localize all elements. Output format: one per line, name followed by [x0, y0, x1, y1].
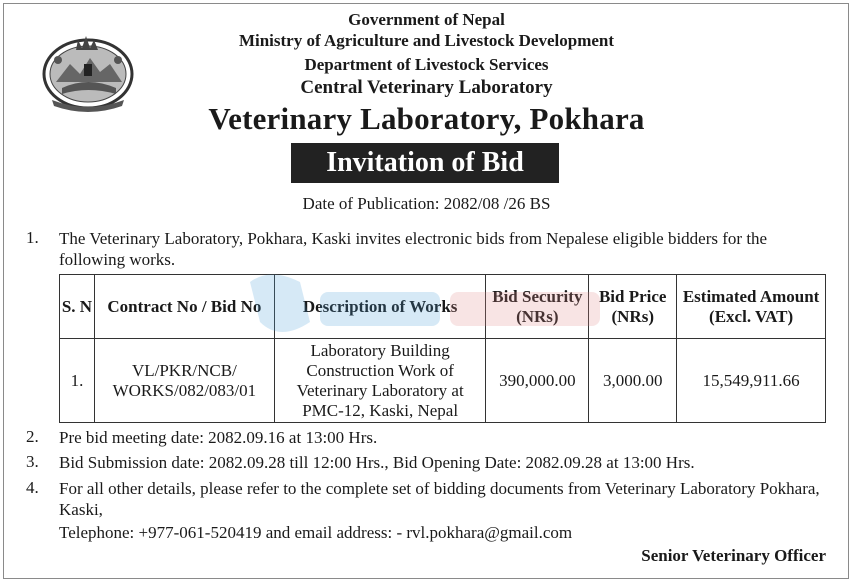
item-text: The Veterinary Laboratory, Pokhara, Kaski invites electronic bids from Nepalese eligible bidders for the following works.	[59, 229, 768, 269]
col-contract: Contract No / Bid No	[94, 275, 274, 339]
item-text: Bid Submission date: 2082.09.28 till 12:00 Hrs., Bid Opening Date: 2082.09.28 at 13:00 Hrs.	[59, 453, 695, 472]
header-ministry: Ministry of Agriculture and Livestock Development	[238, 31, 615, 50]
office-name: Veterinary Laboratory, Pokhara	[208, 101, 645, 136]
notice-title: Invitation of Bid	[291, 143, 559, 183]
item-number: 3.	[26, 452, 39, 471]
item-number: 4.	[26, 478, 39, 497]
col-bid-price: Bid Price (NRs)	[589, 275, 677, 339]
bid-table	[59, 274, 826, 423]
header-government: Government of Nepal	[348, 10, 505, 29]
col-description: Description of Works	[274, 275, 486, 339]
cell-description: Laboratory Building Construction Work of Veterinary Laboratory at PMC-12, Kaski, Nepal	[274, 339, 486, 423]
header-laboratory: Central Veterinary Laboratory	[300, 77, 553, 98]
signature: Senior Veterinary Officer	[641, 546, 826, 565]
item-number: 1.	[26, 228, 39, 247]
item-number: 2.	[26, 427, 39, 446]
item-text: Pre bid meeting date: 2082.09.16 at 13:00 Hrs.	[59, 428, 378, 447]
table-header-row	[60, 275, 826, 339]
item-text: For all other details, please refer to the complete set of bidding documents from Veterinary Laboratory Pokhara, Kaski,	[59, 479, 820, 519]
col-sn: S. N	[60, 275, 95, 339]
cell-sn: 1.	[60, 339, 95, 423]
col-estimated: Estimated Amount (Excl. VAT)	[677, 275, 826, 339]
table-row	[60, 339, 826, 423]
header-department: Department of Livestock Services	[304, 55, 549, 74]
publication-date: Date of Publication: 2082/08 /26 BS	[302, 194, 551, 213]
col-bid-security: Bid Security (NRs)	[486, 275, 589, 339]
cell-bid-security: 390,000.00	[486, 339, 589, 423]
cell-bid-price: 3,000.00	[589, 339, 677, 423]
contact-line: Telephone: +977-061-520419 and email address: - rvl.pokhara@gmail.com	[59, 523, 573, 542]
cell-estimated: 15,549,911.66	[677, 339, 826, 423]
cell-contract: VL/PKR/NCB/ WORKS/082/083/01	[94, 339, 274, 423]
